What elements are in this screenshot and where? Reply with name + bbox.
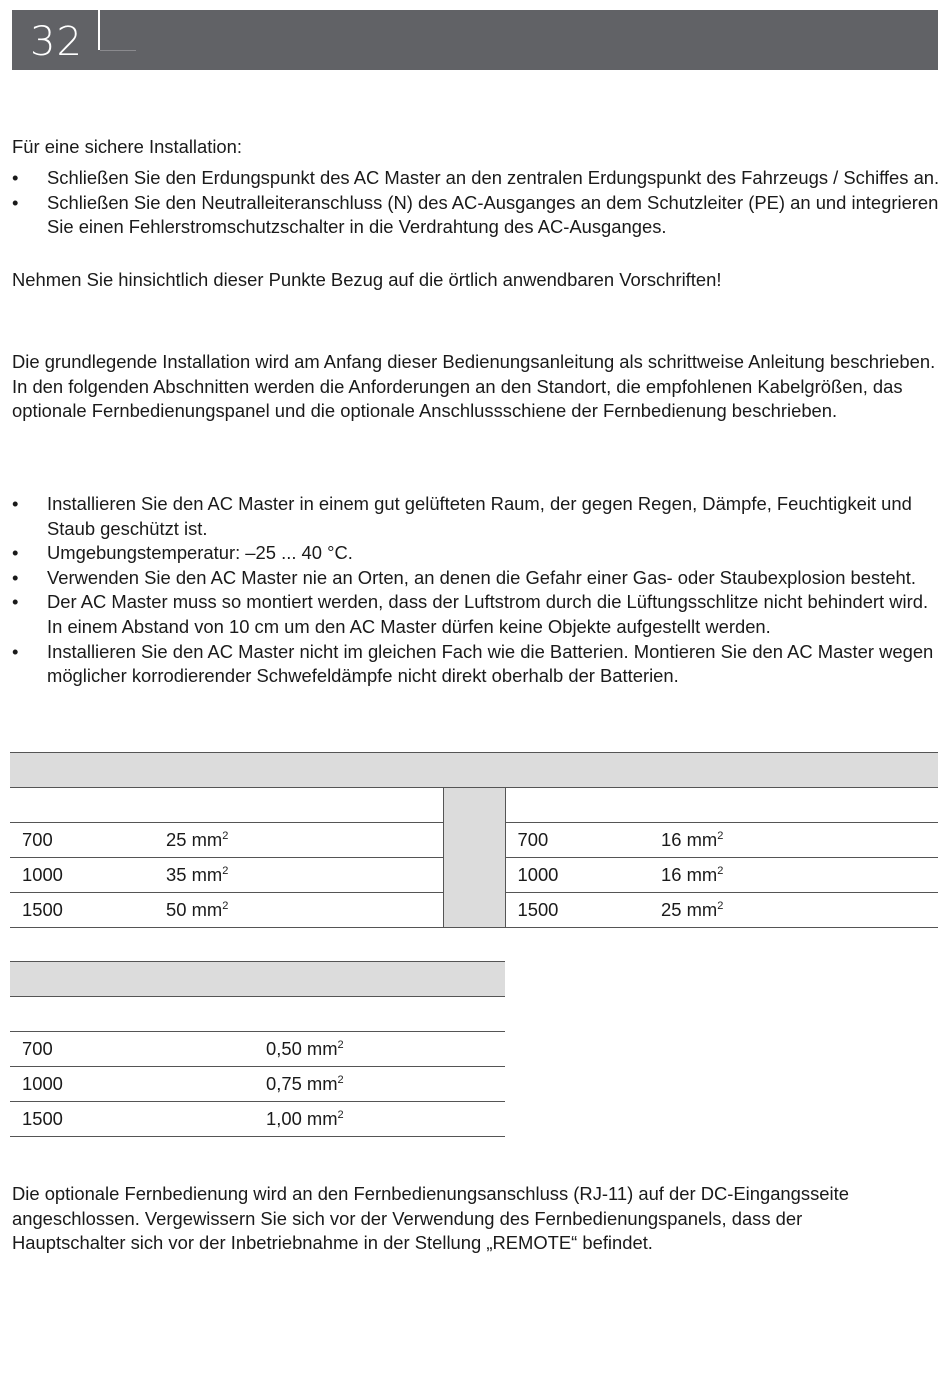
page-number: 32 [30,19,83,65]
cable-left-size: 25 $mm^2$ [154,823,443,858]
cable-right-model: 1500 [505,893,649,928]
remote-size: 1,00 $mm^2$ [254,1102,505,1137]
location-bullet-text: Verwenden Sie den AC Master nie an Orten, an denen die Gefahr einer Gas- oder Staubexplosion besteht. [47,566,916,588]
header-divider [98,10,100,50]
cable-left-size: 50 $mm^2$ [154,893,443,928]
remote-size: 0,75 $mm^2$ [254,1067,505,1102]
bullet-dot-icon: • [12,542,19,564]
page-header-bar [12,10,938,70]
location-bullet-item [12,566,942,591]
bullet-dot-icon: • [12,566,19,588]
remote-table-title-band [10,962,505,997]
safety-bullet-list [12,166,942,240]
header-underline [100,50,136,51]
location-bullet-list [12,492,942,689]
safety-bullet-text: Schließen Sie den Erdungspunkt des AC Master an den zentralen Erdungspunkt des Fahrzeugs / Schiffes an. [47,167,940,188]
location-bullet-item [12,590,942,639]
location-bullet-item [12,640,942,689]
remote-size: 0,50 $mm^2$ [254,1032,505,1067]
cable-table-separator [443,788,505,928]
bullet-dot-icon: • [12,191,19,213]
cable-table-title-band [10,753,938,788]
safety-bullet-item [12,166,942,191]
bullet-dot-icon: • [12,493,19,514]
cable-size-table [10,752,938,928]
remote-paragraph: Die optionale Fernbedienung wird an den Fernbedienungsanschluss (RJ-11) auf der DC-Eingangsseite angeschlossen. Vergewissern Sie sich vor der Verwendung des Fernbedienungspanels, dass der Hauptschalter sich vor der Inbetriebnahme in der Stellung „REMOTE“ befindet. [12,1183,849,1254]
table-row [10,1067,505,1102]
safety-bullet-item [12,191,942,240]
cable-right-size: 16 $mm^2$ [649,823,938,858]
cable-left-size: 35 $mm^2$ [154,858,443,893]
remote-model: 1500 [10,1102,254,1137]
table-row [10,1102,505,1137]
cable-right-model: 700 [505,823,649,858]
safety-bullet-text: Schließen Sie den Neutralleiteranschluss (N) des AC-Ausganges an dem Schutzleiter (PE) an und integrieren Sie einen Fehlerstromschutzschalter in die Verdrahtung des AC-Ausganges. [47,191,939,238]
location-bullet-text: Installieren Sie den AC Master in einem gut gelüfteten Raum, der gegen Regen, Dämpfe, Feuchtigkeit und Staub geschützt ist. [47,493,912,539]
cable-left-model: 1000 [10,858,154,893]
cable-right-size: 25 $mm^2$ [649,893,938,928]
bullet-dot-icon: • [12,591,19,613]
location-bullet-text: Der AC Master muss so montiert werden, dass der Luftstrom durch die Lüftungsschlitze nicht behindert wird. In einem Abstand von 10 cm um den AC Master dürfen keine Objekte aufgestellt werden. [47,591,929,637]
installation-paragraph: Die grundlegende Installation wird am Anfang dieser Bedienungsanleitung als schrittweise Anleitung beschrieben. In den folgenden Abschnitten werden die Anforderungen an den Standort, die empfohlenen Kabelgrößen, das optionale Fernbedienungspanel und die optionale Anschlussschiene der Fernbedienung beschrieben. [12,351,936,422]
safety-lead: Für eine sichere Installation: [12,136,242,157]
location-bullet-item [12,541,942,566]
table-row [10,1032,505,1067]
cable-right-model: 1000 [505,858,649,893]
remote-model: 700 [10,1032,254,1067]
cable-left-model: 1500 [10,893,154,928]
bullet-dot-icon: • [12,167,19,188]
cable-left-model: 700 [10,823,154,858]
location-bullet-text: Umgebungstemperatur: –25 ... 40 °C. [47,542,353,564]
bullet-dot-icon: • [12,640,19,662]
remote-cable-table [10,961,505,1137]
cable-table-column-header [10,788,938,823]
location-bullet-item [12,492,942,541]
location-bullet-text: Installieren Sie den AC Master nicht im gleichen Fach wie die Batterien. Montieren Sie den AC Master wegen möglicher korrodierender Schwefeldämpfe nicht direkt oberhalb der Batterien. [47,640,934,687]
remote-table-column-header [10,997,505,1032]
regulation-note: Nehmen Sie hinsichtlich dieser Punkte Bezug auf die örtlich anwendbaren Vorschriften! [12,269,722,290]
remote-model: 1000 [10,1067,254,1102]
cable-right-size: 16 $mm^2$ [649,858,938,893]
